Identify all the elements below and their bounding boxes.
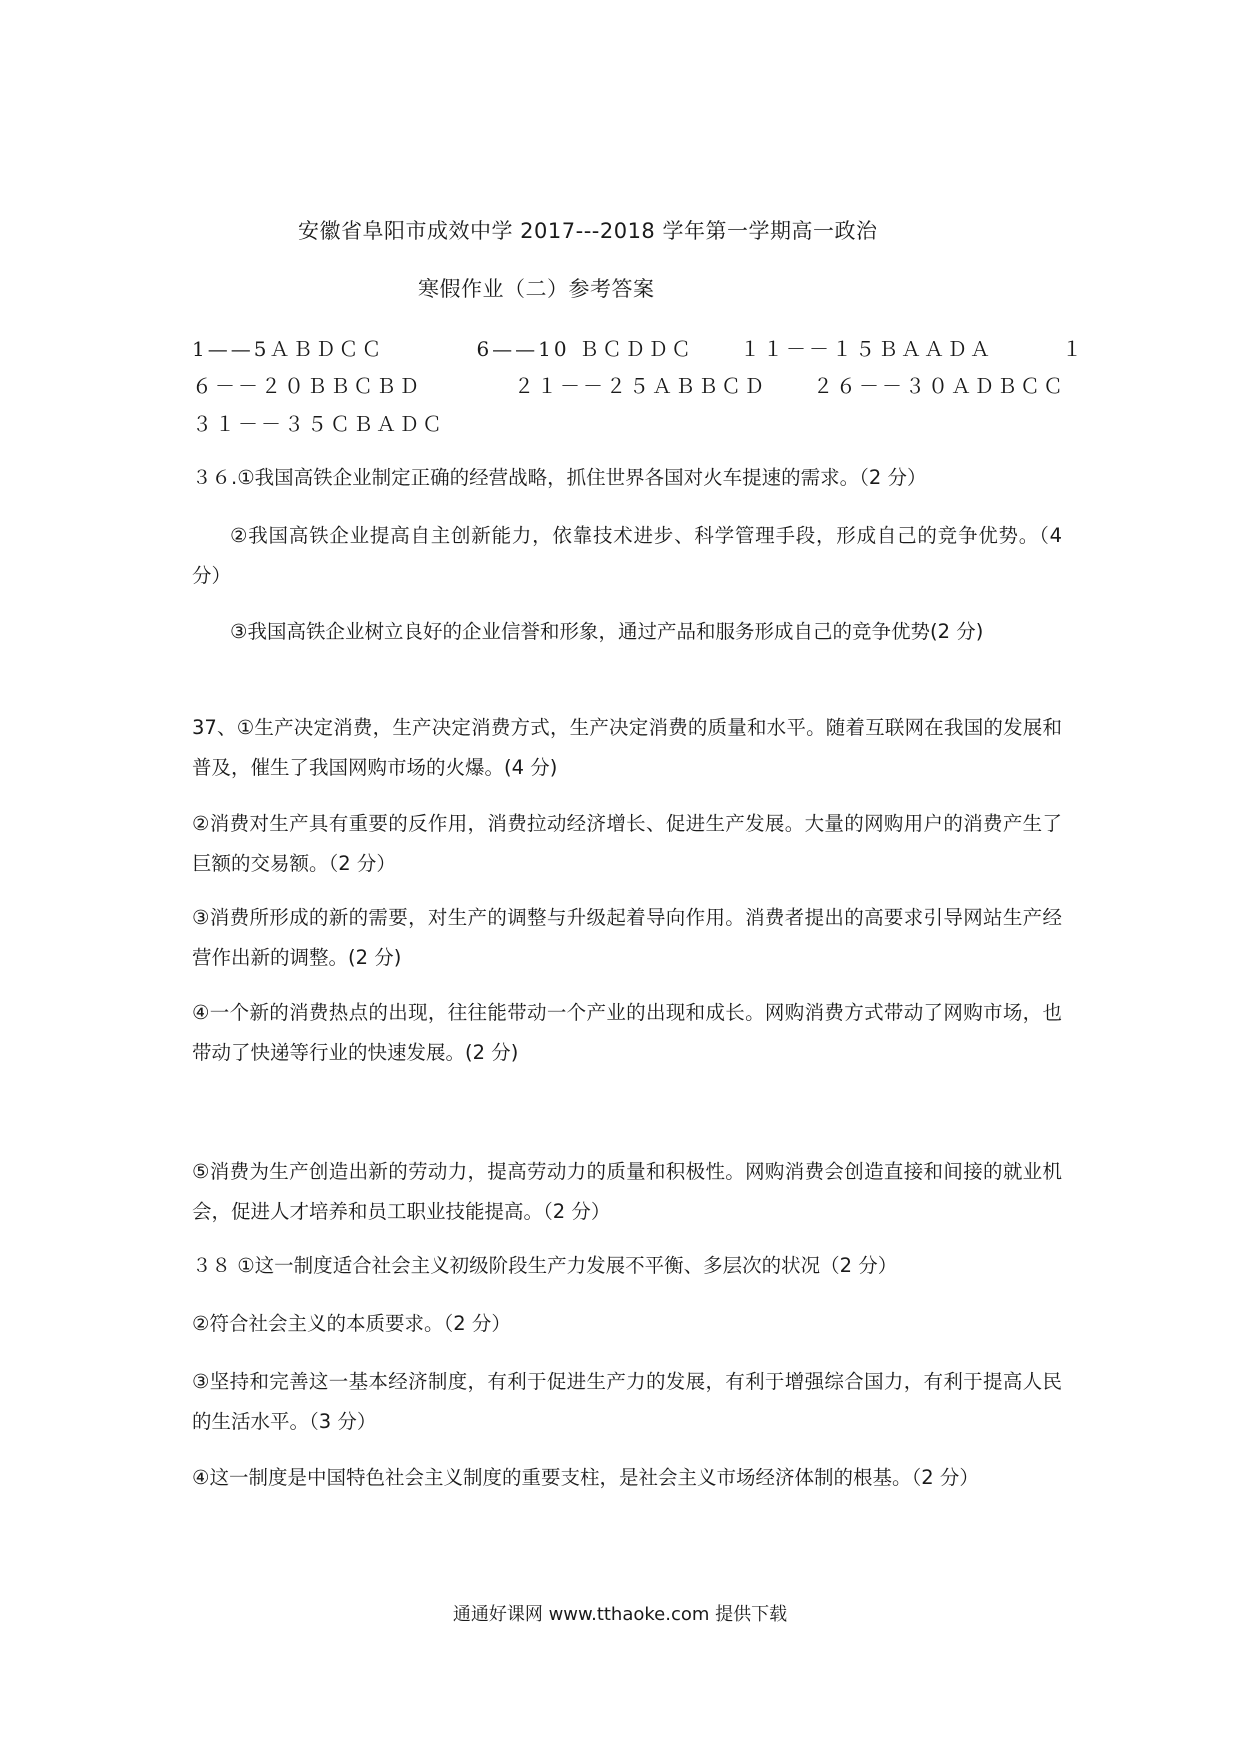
q36-point-1: ３６.①我国高铁企业制定正确的经营战略，抓住世界各国对火车提速的需求。（2 分） bbox=[192, 466, 927, 489]
q36-point-3: ③我国高铁企业树立良好的企业信誉和形象，通过产品和服务形成自己的竞争优势(2 分) bbox=[230, 620, 984, 643]
q37-point-2: ②消费对生产具有重要的反作用，消费拉动经济增长、促进生产发展。大量的网购用户的消费产生了巨额的交易额。（2 分） bbox=[192, 812, 1062, 875]
choice-answers-line-1: 1——5ＡＢＤＣＣ 6——10 ＢＣＤＤＣ １１－－１５ＢＡＡＤＡ １ bbox=[192, 337, 1085, 361]
choice-answers-line-2: ６－－２０ＢＢＣＢＤ ２１－－２５ＡＢＢＣＤ ２６－－３０ＡＤＢＣＣ bbox=[192, 374, 1066, 398]
q37-point-4: ④一个新的消费热点的出现，往往能带动一个产业的出现和成长。网购消费方式带动了网购市场，也带动了快递等行业的快速发展。(2 分) bbox=[192, 1001, 1062, 1064]
q36-point-2: ②我国高铁企业提高自主创新能力，依靠技术进步、科学管理手段，形成自己的竞争优势。（4 分） bbox=[192, 524, 1062, 587]
document-title: 安徽省阜阳市成效中学 2017---2018 学年第一学期高一政治 bbox=[298, 219, 878, 243]
choice-answers-line-3: ３１－－３５ＣＢＡＤＣ bbox=[192, 412, 445, 436]
footer-source: 通通好课网 www.tthaoke.com 提供下载 bbox=[452, 1604, 788, 1625]
q38-point-2: ②符合社会主义的本质要求。（2 分） bbox=[192, 1312, 511, 1335]
document-subtitle: 寒假作业（二）参考答案 bbox=[418, 277, 655, 301]
q37-point-3: ③消费所形成的新的需要，对生产的调整与升级起着导向作用。消费者提出的高要求引导网站生产经营作出新的调整。(2 分) bbox=[192, 906, 1062, 969]
q38-point-1: ３８ ①这一制度适合社会主义初级阶段生产力发展不平衡、多层次的状况（2 分） bbox=[192, 1254, 898, 1277]
q37-point-5: ⑤消费为生产创造出新的劳动力，提高劳动力的质量和积极性。网购消费会创造直接和间接的就业机会，促进人才培养和员工职业技能提高。（2 分） bbox=[192, 1160, 1062, 1223]
q38-point-4: ④这一制度是中国特色社会主义制度的重要支柱，是社会主义市场经济体制的根基。（2 分） bbox=[192, 1466, 979, 1489]
q38-point-3: ③坚持和完善这一基本经济制度，有利于促进生产力的发展，有利于增强综合国力，有利于提高人民的生活水平。（3 分） bbox=[192, 1370, 1062, 1433]
q37-point-1: 37、①生产决定消费，生产决定消费方式，生产决定消费的质量和水平。随着互联网在我国的发展和普及，催生了我国网购市场的火爆。(4 分) bbox=[192, 716, 1062, 779]
